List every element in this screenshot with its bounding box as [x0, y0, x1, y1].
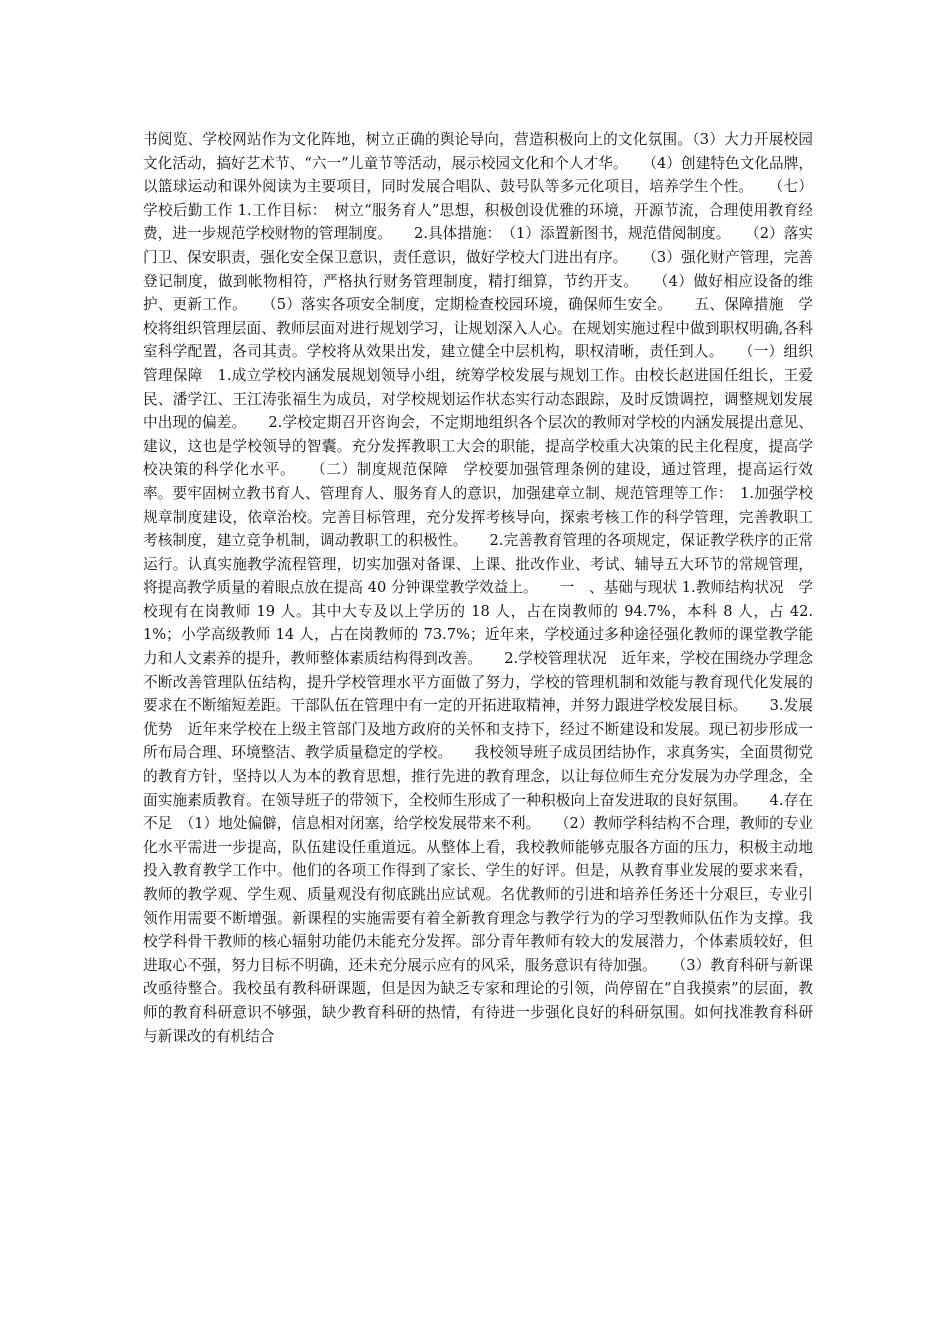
body-paragraph: 书阅览、学校网站作为文化阵地，树立正确的舆论导向，营造积极向上的文化氛围。（3）大力开展校园文化活动，搞好艺术节、“六一”儿童节等活动，展示校园文化和个人才华。 （4）创建特色文化品牌，以篮球运动和课外阅读为主要项目，同时发展合唱队、鼓号队等多元化项目，培养学生个性。 （七）学校后勤工作 1.工作目标： 树立“服务育人”思想，积极创设优雅的环境，开源节流，合理使用教育经费，进一步规范学校财物的管理制度。 2.具体措施： （1）添置新图书，规范借阅制度。 （2）落实门卫、保安职责，强化安全保卫意识，责任意识，做好学校大门进出有序。 （3）强化财产管理，完善登记制度，做到帐物相符，严格执行财务管理制度，精打细算，节约开支。 （4）做好相应设备的维护、更新工作。 （5）落实各项安全制度，定期检查校园环境，确保师生安全。 五、保障措施 学校将组织管理层面、教师层面对进行规划学习，让规划深入人心。在规划实施过程中做到职权明确,各科室科学配置，各司其责。学校将从效果出发，建立健全中层机构，职权清晰，责任到人。 （一）组织管理保障 1.成立学校内涵发展规划领导小组，统筹学校发展与规划工作。由校长赵进国任组长，王爱民、潘学江、王江涛张福生为成员，对学校规划运作状态实行动态跟踪，及时反馈调控，调整规划发展中出现的偏差。 2.学校定期召开咨询会，不定期地组织各个层次的教师对学校的内涵发展提出意见、建议，这也是学校领导的智囊。充分发挥教职工大会的职能，提高学校重大决策的民主化程度，提高学校决策的科学化水平。 （二）制度规范保障 学校要加强管理条例的建设，通过管理，提高运行效率。要牢固树立教书育人、管理育人、服务育人的意识，加强建章立制、规范管理等工作： 1.加强学校规章制度建设，依章治校。完善目标管理，充分发挥考核导向，探索考核工作的科学管理，完善教职工考核制度，建立竞争机制，调动教职工的积极性。 2.完善教育管理的各项规定，保证教学秩序的正常运行。认真实施教学流程管理，切实加强对备课、上课、批改作业、考试、辅导五大环节的常规管理，将提高教学质量的着眼点放在提高 40 分钟课堂教学效益上。 一 、基础与现状 1.教师结构状况 学校现有在岗教师 19 人。其中大专及以上学历的 18 人，占在岗教师的 94.7%，本科 8 人，占 42.1%；小学高级教师 14 人，占在岗教师的 73.7%；近年来，学校通过多种途径强化教师的课堂教学能力和人文素养的提升，教师整体素质结构得到改善。 2.学校管理状况 近年来，学校在围绕办学理念不断改善管理队伍结构，提升学校管理水平方面做了努力，学校的管理机制和效能与教育现代化发展的要求在不断缩短差距。干部队伍在管理中有一定的开拓进取精神，并努力跟进学校发展目标。 3.发展优势 近年来学校在上级主管部门及地方政府的关怀和支持下，经过不断建设和发展。现已初步形成一所布局合理、环境整洁、教学质量稳定的学校。 我校领导班子成员团结协作，求真务实，全面贯彻党的教育方针，坚持以人为本的教育思想，推行先进的教育理念，以让每位师生充分发展为办学理念，全面实施素质教育。在领导班子的带领下，全校师生形成了一种积极向上奋发进取的良好氛围。 4.存在不足 （1）地处偏僻，信息相对闭塞，给学校发展带来不利。 （2）教师学科结构不合理，教师的专业化水平需进一步提高，队伍建设任重道远。从整体上看，我校教师能够克服各方面的压力，积极主动地投入教育教学工作中。他们的各项工作得到了家长、学生的好评。但是，从教育事业发展的要求来看，教师的教学观、学生观、质量观没有彻底跳出应试观。名优教师的引进和培养任务还十分艰巨，专业引领作用需要不断增强。新课程的实施需要有着全新教育理念与教学行为的学习型教师队伍作为支撑。我校学科骨干教师的核心辐射功能仍未能充分发挥。部分青年教师有较大的发展潜力，个体素质较好，但进取心不强，努力目标不明确，还未充分展示应有的风采，服务意识有待加强。 （3）教育科研与新课改亟待整合。我校虽有教科研课题，但是因为缺乏专家和理论的引领，尚停留在“自我摸索”的层面，教师的教育科研意识不够强，缺少教育科研的热情，有待进一步强化良好的科研氛围。如何找准教育科研与新课改的有机结合 [143, 131, 813, 1045]
document-page [143, 128, 813, 1048]
